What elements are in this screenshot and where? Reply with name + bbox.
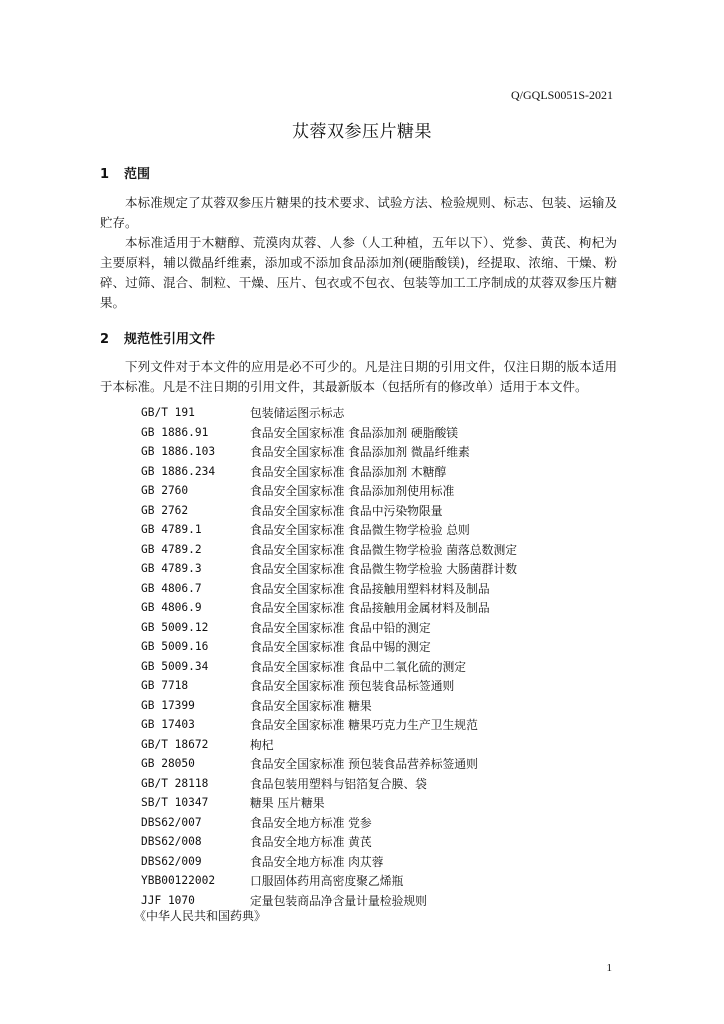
- reference-item: [141, 403, 601, 423]
- reference-title: 食品安全国家标准 食品添加剂使用标准: [250, 484, 455, 499]
- reference-item: [141, 832, 601, 852]
- reference-title: 食品安全国家标准 预包装食品营养标签通则: [250, 757, 478, 772]
- reference-item: [141, 462, 601, 482]
- section-title: 范围: [124, 167, 151, 182]
- reference-item: [141, 423, 601, 443]
- reference-code: GB 5009.34: [141, 659, 209, 673]
- reference-title: 食品安全国家标准 食品中二氧化硫的测定: [250, 659, 467, 674]
- reference-title: 枸杞: [250, 737, 274, 752]
- section-title: 规范性引用文件: [124, 332, 216, 347]
- reference-code: GB/T 28118: [141, 776, 209, 790]
- reference-code: GB 4806.7: [141, 581, 202, 595]
- reference-code: GB 4806.9: [141, 601, 202, 615]
- reference-title: 定量包装商品净含量计量检验规则: [250, 893, 427, 908]
- reference-item: [141, 657, 601, 677]
- reference-item: [141, 774, 601, 794]
- reference-title: 食品安全国家标准 食品微生物学检验 大肠菌群计数: [250, 562, 518, 577]
- reference-code: GB 2762: [141, 503, 189, 517]
- reference-code: DBS62/007: [141, 815, 202, 829]
- reference-code: GB 17403: [141, 718, 195, 732]
- reference-title: 食品安全地方标准 肉苁蓉: [250, 854, 384, 869]
- reference-item: [141, 715, 601, 735]
- reference-item: [141, 793, 601, 813]
- reference-title: 包装储运图示标志: [250, 406, 345, 421]
- reference-item: [141, 520, 601, 540]
- reference-title: 食品安全国家标准 食品添加剂 木糖醇: [250, 464, 447, 479]
- reference-title: 食品安全地方标准 党参: [250, 815, 372, 830]
- reference-code: YBB00122002: [141, 874, 216, 888]
- reference-title: 食品安全国家标准 食品接触用塑料材料及制品: [250, 581, 490, 596]
- reference-title: 食品安全国家标准 糖果巧克力生产卫生规范: [250, 718, 478, 733]
- section-2-heading: [100, 328, 215, 347]
- reference-item: [141, 637, 601, 657]
- reference-code: SB/T 10347: [141, 796, 209, 810]
- section-1-paragraph: 本标准适用于木糖醇、荒漠肉苁蓉、人参（人工种植，五年以下）、党参、黄芪、枸杞为主要原料，辅以微晶纤维素，添加或不添加食品添加剂(硬脂酸镁)，经提取、浓缩、干燥、粉碎、过筛、混合、制粒、干燥、压片、包衣或不包衣、包装等加工工序制成的苁蓉双参压片糖果。: [100, 235, 617, 310]
- reference-title: 食品安全地方标准 黄芪: [250, 835, 372, 850]
- reference-title: 食品安全国家标准 预包装食品标签通则: [250, 679, 455, 694]
- reference-item: [141, 676, 601, 696]
- reference-title: 食品安全国家标准 糖果: [250, 698, 372, 713]
- reference-code: GB 1886.91: [141, 425, 209, 439]
- reference-code: GB 4789.3: [141, 562, 202, 576]
- reference-title: 食品包装用塑料与铝箔复合膜、袋: [250, 776, 427, 791]
- reference-code: GB 5009.16: [141, 640, 209, 654]
- reference-code: GB 7718: [141, 679, 189, 693]
- reference-code: GB 1886.103: [141, 445, 216, 459]
- reference-item: [141, 598, 601, 618]
- reference-extra: 《中华人民共和国药典》: [134, 909, 267, 923]
- reference-item: [141, 579, 601, 599]
- reference-item: [141, 501, 601, 521]
- reference-item: [141, 442, 601, 462]
- reference-title: 口服固体药用高密度聚乙烯瓶: [250, 874, 404, 889]
- reference-item: [141, 540, 601, 560]
- reference-item: [141, 696, 601, 716]
- reference-title: 食品安全国家标准 食品中污染物限量: [250, 503, 443, 518]
- reference-title: 食品安全国家标准 食品中锡的测定: [250, 640, 431, 655]
- reference-code: GB/T 191: [141, 406, 195, 420]
- section-1-heading: [100, 163, 150, 182]
- document-title: 苁蓉双参压片糖果: [292, 122, 432, 142]
- reference-code: GB 4789.1: [141, 523, 202, 537]
- reference-title: 食品安全国家标准 食品微生物学检验 总则: [250, 523, 470, 538]
- reference-item: [141, 481, 601, 501]
- document-number: Q/GQLS0051S-2021: [510, 88, 613, 102]
- reference-code: JJF 1070: [141, 893, 195, 907]
- section-1-paragraph: 本标准规定了苁蓉双参压片糖果的技术要求、试验方法、检验规则、标志、包装、运输及贮存。: [100, 195, 617, 230]
- section-number: 1: [100, 167, 110, 182]
- reference-item: [141, 735, 601, 755]
- reference-code: GB 17399: [141, 698, 195, 712]
- section-number: 2: [100, 332, 110, 347]
- reference-title: 糖果 压片糖果: [250, 796, 325, 811]
- reference-code: GB 5009.12: [141, 620, 209, 634]
- reference-code: GB 28050: [141, 757, 195, 771]
- reference-code: GB 1886.234: [141, 464, 216, 478]
- section-2-paragraph: 下列文件对于本文件的应用是必不可少的。凡是注日期的引用文件，仅注日期的版本适用于本标准。凡是不注日期的引用文件，其最新版本（包括所有的修改单）适用于本文件。: [100, 359, 617, 394]
- reference-title: 食品安全国家标准 食品添加剂 微晶纤维素: [250, 445, 470, 460]
- reference-item: [141, 559, 601, 579]
- reference-code: GB/T 18672: [141, 737, 209, 751]
- reference-title: 食品安全国家标准 食品接触用金属材料及制品: [250, 601, 490, 616]
- reference-list: [141, 403, 601, 910]
- reference-item: [141, 871, 601, 891]
- page-number: 1: [606, 962, 612, 974]
- reference-title: 食品安全国家标准 食品微生物学检验 菌落总数测定: [250, 542, 518, 557]
- reference-item: [141, 754, 601, 774]
- reference-code: GB 4789.2: [141, 542, 202, 556]
- reference-code: DBS62/009: [141, 854, 202, 868]
- reference-code: DBS62/008: [141, 835, 202, 849]
- reference-title: 食品安全国家标准 食品添加剂 硬脂酸镁: [250, 425, 459, 440]
- reference-item: [141, 618, 601, 638]
- reference-title: 食品安全国家标准 食品中铅的测定: [250, 620, 431, 635]
- reference-item: [141, 852, 601, 872]
- reference-item: [141, 813, 601, 833]
- reference-code: GB 2760: [141, 484, 189, 498]
